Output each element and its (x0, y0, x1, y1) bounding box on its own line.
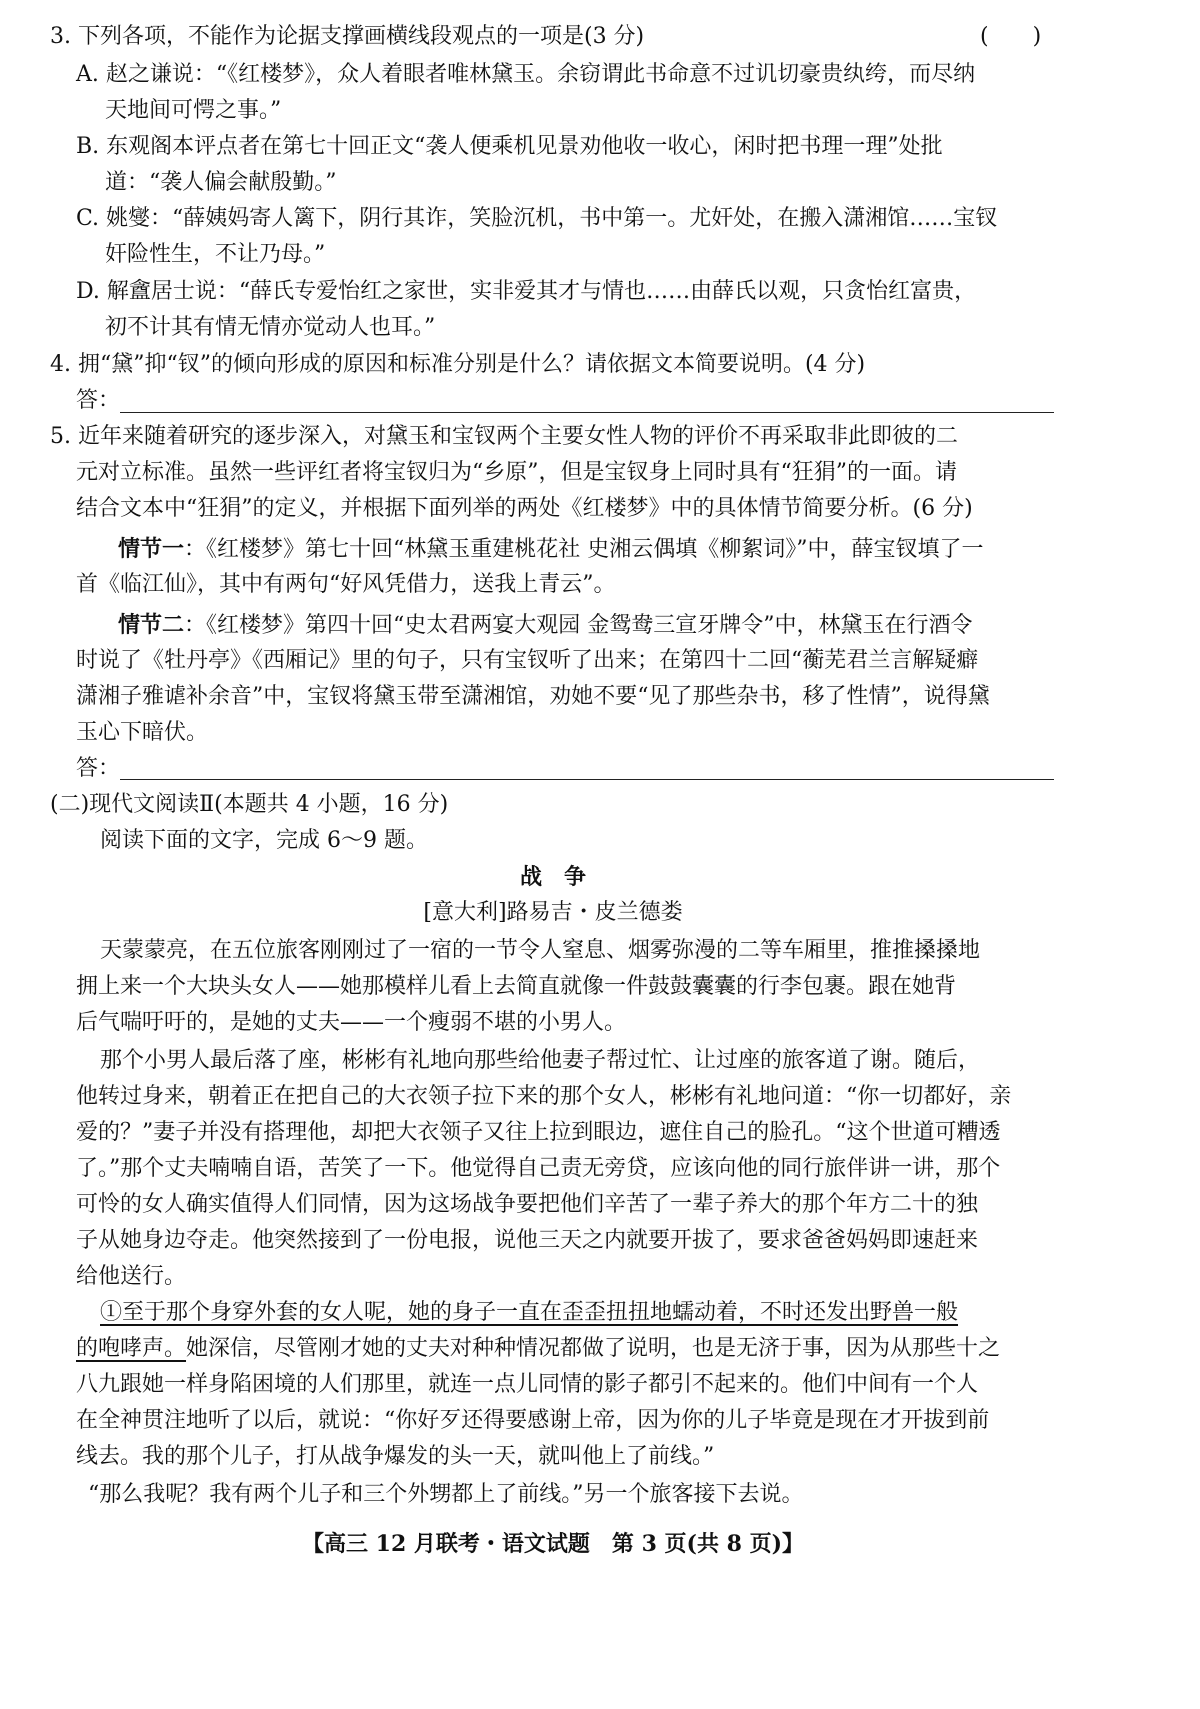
q3-stem: 3. 下列各项，不能作为论据支撑画横线段观点的一项是(3 分) (50, 24, 645, 49)
q5-stem-line3: 结合文本中“狂狷”的定义，并根据下面列举的两处《红楼梦》中的具体情节简要分析。(6 分) (76, 496, 973, 521)
q4-answer-line[interactable] (120, 412, 1054, 413)
q5-stem-line2: 元对立标准。虽然一些评红者将宝钗归为“乡原”，但是宝钗身上同时具有“狂狷”的一面。请 (76, 460, 957, 485)
story-para3-underlined-line1: ①至于那个身穿外套的女人呢，她的身子一直在歪歪扭扭地蠕动着，不时还发出野兽一般 (100, 1300, 959, 1325)
story-para2-line5: 可怜的女人确实值得人们同情，因为这场战争要把他们辛苦了一辈子养大的那个年方二十的独 (76, 1192, 979, 1217)
q3-option-b-line2: 道：“袭人偏会献殷勤。” (105, 170, 337, 195)
story-para1-line2: 拥上来一个大块头女人——她那模样儿看上去简直就像一件鼓鼓囊囊的行李包裹。跟在她背 (76, 974, 957, 999)
q3-option-d-line2: 初不计其有情无情亦觉动人也耳。” (105, 315, 436, 340)
q3-option-b-line1: B. 东观阁本评点者在第七十回正文“袭人便乘机见景劝他收一收心，闲时把书理一理”处批 (76, 134, 943, 159)
story-para1-line1: 天蒙蒙亮，在五位旅客刚刚过了一宿的一节令人窒息、烟雾弥漫的二等车厢里，推推搡搡地 (100, 938, 981, 963)
q5-plot2-label: 情节二 (118, 612, 185, 638)
q5-plot2-line4: 玉心下暗伏。 (76, 720, 209, 745)
section-instruction: 阅读下面的文字，完成 6～9 题。 (100, 828, 428, 853)
q5-answer-label: 答： (76, 756, 121, 781)
story-para3-line2-rest: 她深信，尽管刚才她的丈夫对种种情况都做了说明，也是无济于事，因为从那些十之 (186, 1336, 1001, 1361)
story-para3-line3: 八九跟她一样身陷困境的人们那里，就连一点儿同情的影子都引不起来的。他们中间有一个人 (76, 1372, 979, 1397)
story-para3-line2 (76, 1338, 1000, 1360)
q5-plot2-line2: 时说了《牡丹亭》《西厢记》里的句子，只有宝钗听了出来；在第四十二回“蘅芜君兰言解疑癖 (76, 648, 979, 673)
story-para2-line3: 爱的？”妻子并没有搭理他，却把大衣领子又往上拉到眼边，遮住自己的脸孔。“这个世道可糟透 (76, 1120, 1001, 1145)
story-para3-line4: 在全神贯注地听了以后，就说：“你好歹还得要感谢上帝，因为你的儿子毕竟是现在才开拔到前 (76, 1408, 990, 1433)
story-para2-line6: 子从她身边夺走。他突然接到了一份电报，说他三天之内就要开拔了，要求爸爸妈妈即速赶来 (76, 1228, 979, 1253)
q5-plot2-line3: 潇湘子雅谑补余音”中，宝钗将黛玉带至潇湘馆，劝她不要“见了那些杂书，移了性情”，说得黛 (76, 684, 990, 709)
q5-plot1-label: 情节一 (118, 536, 185, 562)
q3-option-c-line2: 奸险性生，不让乃母。” (105, 242, 326, 267)
q3-option-c-line1: C. 姚燮：“薛姨妈寄人篱下，阴行其诈，笑脸沉机，书中第一。尤奸处，在搬入潇湘馆……宝钗 (76, 206, 998, 231)
q5-plot1-line2: 首《临江仙》，其中有两句“好风凭借力，送我上青云”。 (76, 572, 616, 597)
story-para2-line1: 那个小男人最后落了座，彬彬有礼地向那些给他妻子帮过忙、让过座的旅客道了谢。随后， (100, 1048, 981, 1073)
q3-option-d-line1: D. 解盦居士说：“薛氏专爱怡红之家世，实非爱其才与情也……由薛氏以观，只贪怡红富贵， (76, 279, 977, 304)
page-footer: 【高三 12 月联考・语文试题 第 3 页(共 8 页)】 (301, 1531, 804, 1557)
story-para2-line4: 了。”那个丈夫喃喃自语，苦笑了一下。他觉得自己责无旁贷，应该向他的同行旅伴讲一讲，那个 (76, 1156, 1001, 1181)
story-para1-line3: 后气喘吁吁的，是她的丈夫——一个瘦弱不堪的小男人。 (76, 1010, 627, 1035)
story-title: 战 争 (519, 864, 586, 890)
story-para3-underlined-line2: 的咆哮声。 (76, 1336, 187, 1361)
q5-plot1-line1 (118, 538, 984, 561)
q4-stem: 4. 拥“黛”抑“钗”的倾向形成的原因和标准分别是什么？请依据文本简要说明。(4 分) (50, 352, 866, 377)
q3-option-a-line1: A. 赵之谦说：“《红楼梦》，众人着眼者唯林黛玉。余窃谓此书命意不过讥切豪贵纨绔，而尽纳 (76, 62, 976, 87)
section-heading: (二)现代文阅读Ⅱ(本题共 4 小题，16 分) (50, 792, 449, 817)
q5-plot2-text: ：《红楼梦》第四十回“史太君两宴大观园 金鸳鸯三宣牙牌令”中，林黛玉在行酒令 (184, 613, 973, 638)
q3-answer-bracket: ( ) (980, 24, 1042, 49)
q3-option-a-line2: 天地间可愕之事。” (105, 98, 282, 123)
story-para2-line7: 给他送行。 (76, 1264, 187, 1289)
q5-answer-line[interactable] (120, 779, 1054, 780)
story-author: [意大利]路易吉・皮兰德娄 (423, 900, 683, 925)
q5-plot2-line1 (118, 614, 973, 637)
story-para4: “那么我呢？我有两个儿子和三个外甥都上了前线。”另一个旅客接下去说。 (88, 1482, 804, 1507)
q4-answer-label: 答： (76, 388, 121, 413)
story-para2-line2: 他转过身来，朝着正在把自己的大衣领子拉下来的那个女人，彬彬有礼地问道：“你一切都好，亲 (76, 1084, 1012, 1109)
story-para3-line5: 线去。我的那个儿子，打从战争爆发的头一天，就叫他上了前线。” (76, 1444, 715, 1469)
q5-stem-line1: 5. 近年来随着研究的逐步深入，对黛玉和宝钗两个主要女性人物的评价不再采取非此即彼的二 (50, 424, 958, 449)
q5-plot1-text: ：《红楼梦》第七十回“林黛玉重建桃花社 史湘云偶填《柳絮词》”中，薛宝钗填了一 (184, 537, 984, 562)
